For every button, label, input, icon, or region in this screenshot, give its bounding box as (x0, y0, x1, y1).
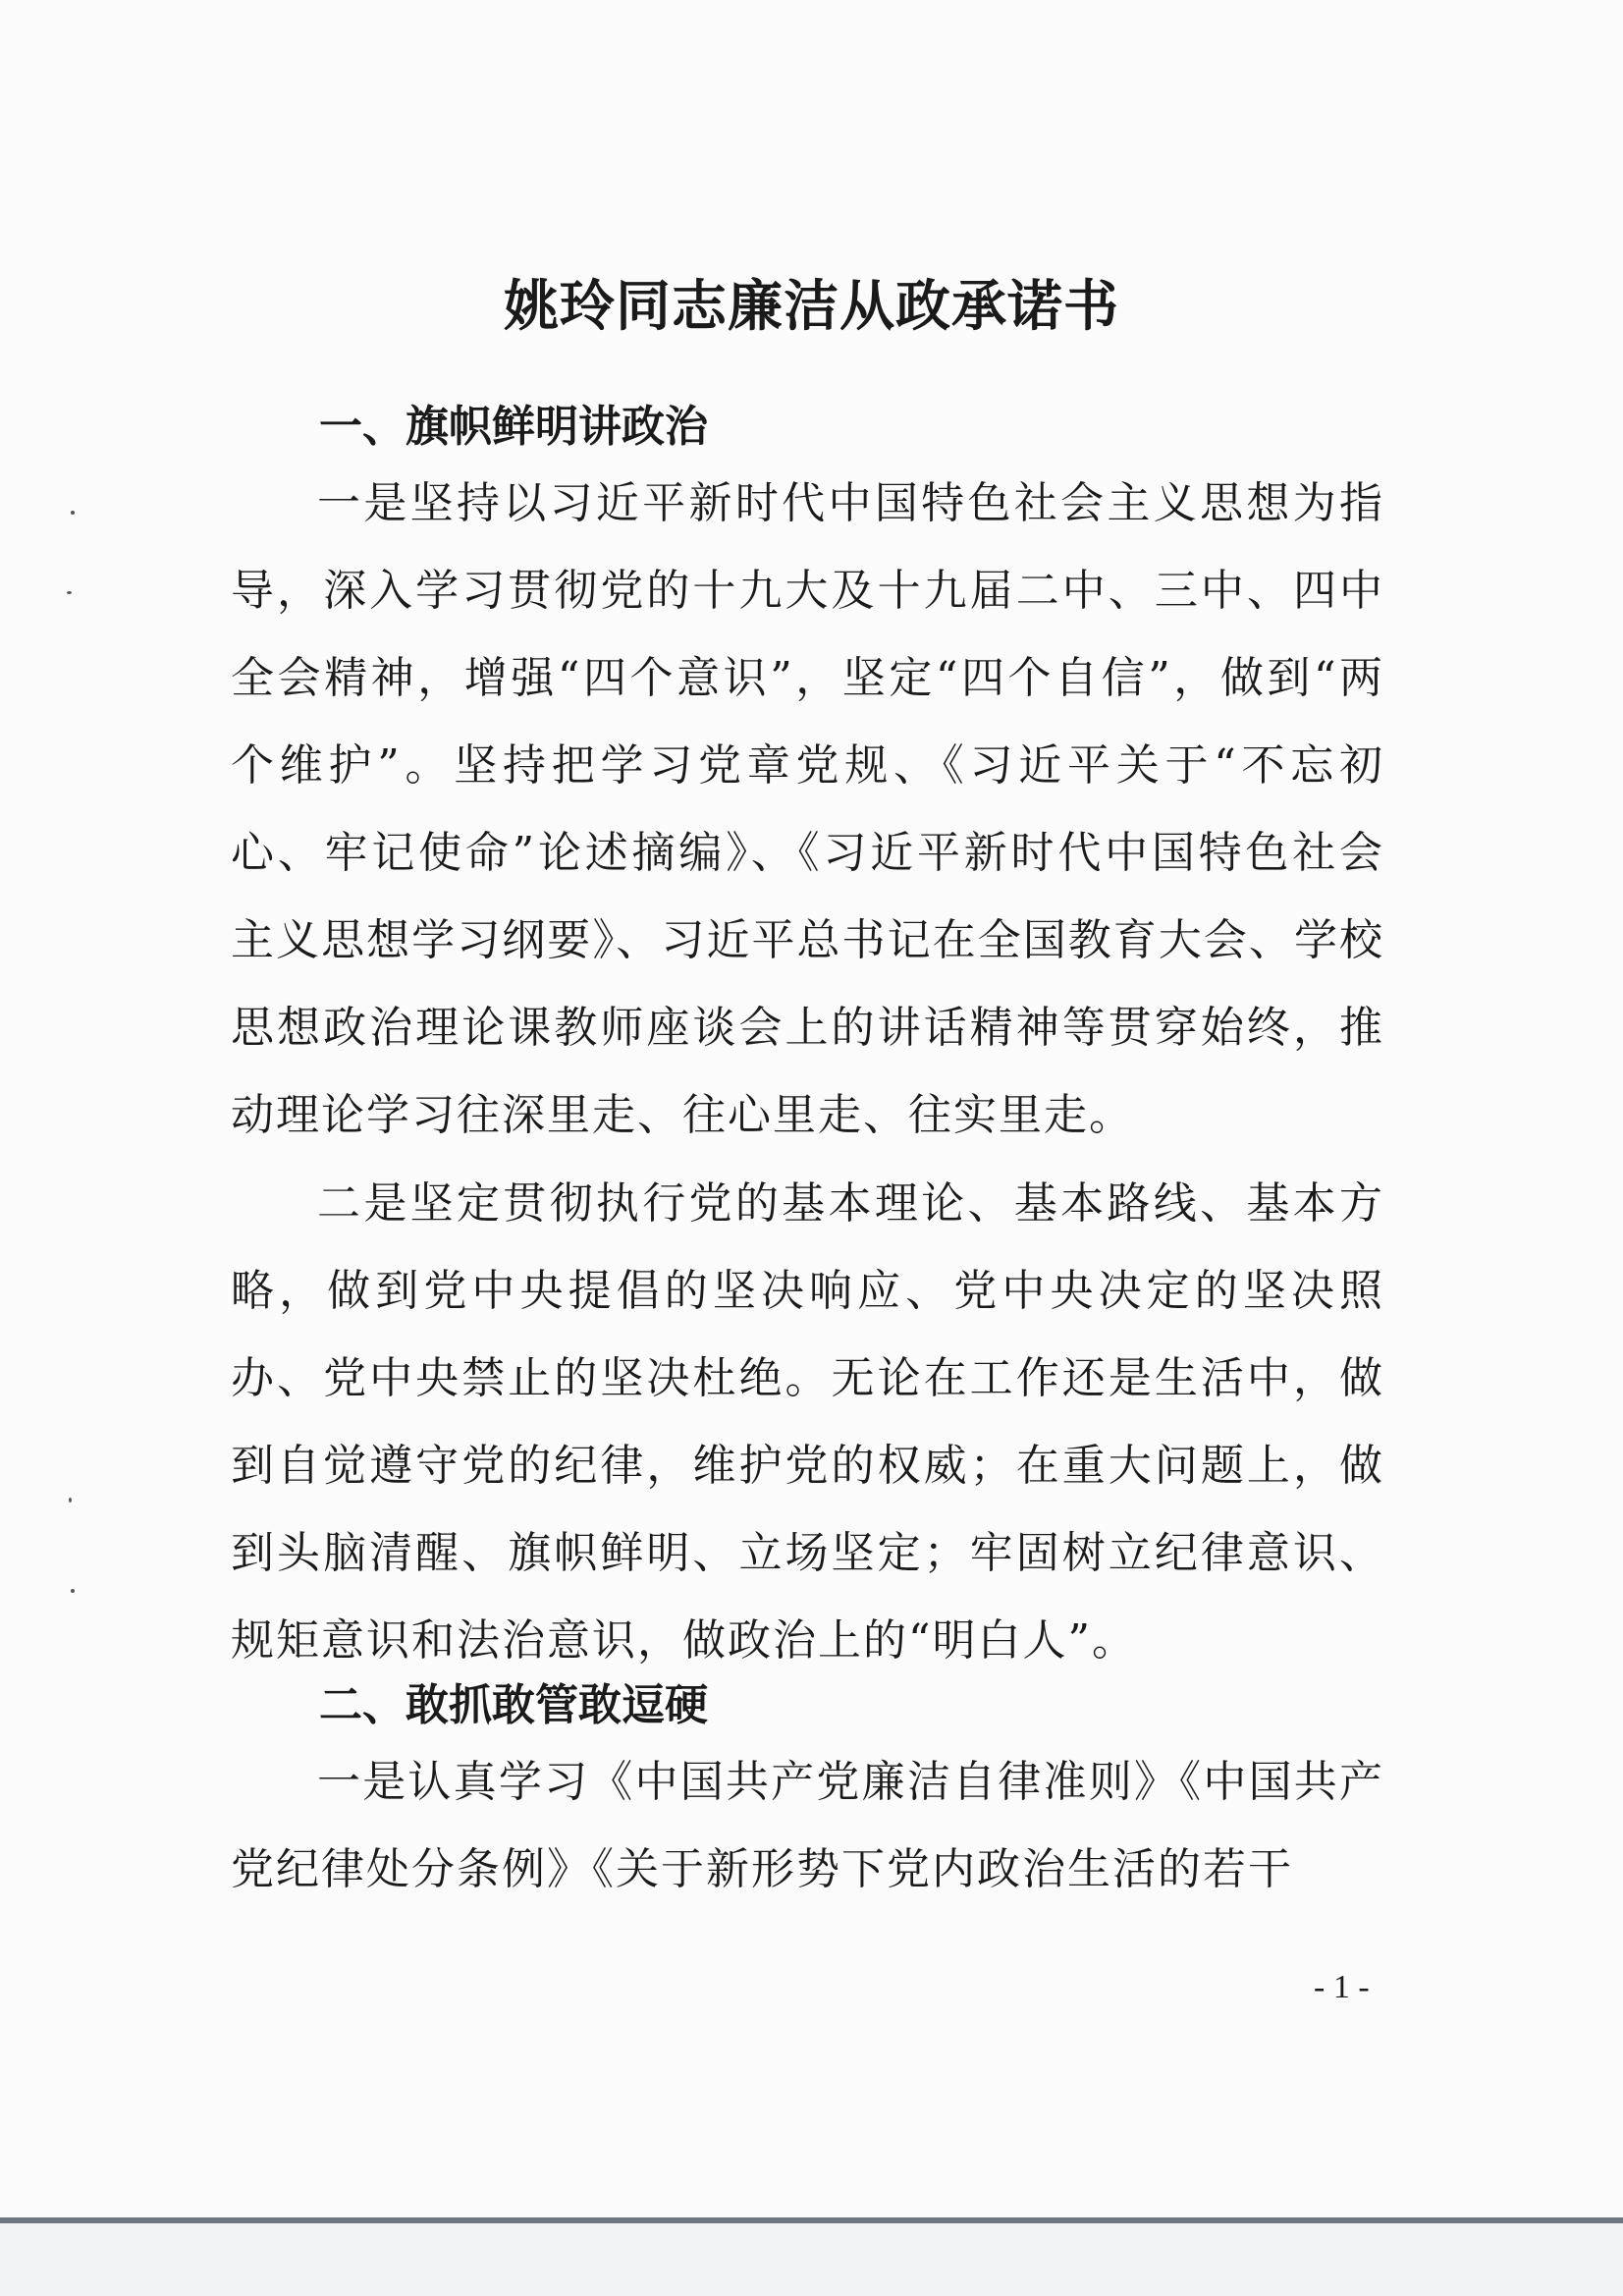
scan-speck (67, 591, 72, 594)
paragraph: 二是坚定贯彻执行党的基本理论、基本路线、基本方略，做到党中央提倡的坚决响应、党中央决定的坚决照办、党中央禁止的坚决杜绝。无论在工作还是生活中，做到自觉遵守党的纪律，维护党的权威；在重大问题上，做到头脑清醒、旗帜鲜明、立场坚定；牢固树立纪律意识、规矩意识和法治意识，做政治上的“明白人”。 (231, 1178, 1384, 1666)
scan-speck (71, 1589, 75, 1593)
scan-speck (71, 511, 75, 515)
paragraph: 一是坚持以习近平新时代中国特色社会主义思想为指导，深入学习贯彻党的十九大及十九届二中、三中、四中全会精神，增强“四个意识”，坚定“四个自信”，做到“两个维护”。坚持把学习党章党规、《习近平关于“不忘初心、牢记使命”论述摘编》、《习近平新时代中国特色社会主义思想学习纲要》、习近平总书记在全国教育大会、学校思想政治理论课教师座谈会上的讲话精神等贯穿始终，推动理论学习往深里走、往心里走、往实里走。 (231, 478, 1384, 1140)
scan-margin (0, 2223, 1623, 2296)
document-title: 姚玲同志廉洁从政承诺书 (504, 274, 1119, 339)
section-heading-1: 一、旗帜鲜明讲政治 (319, 402, 708, 452)
section-heading-2: 二、敢抓敢管敢逗硬 (319, 1680, 708, 1730)
paragraph: 一是认真学习《中国共产党廉洁自律准则》《中国共产党纪律处分条例》《关于新形势下党内政治生活的若干 (231, 1757, 1384, 1894)
page-number: - 1 - (1314, 1969, 1370, 2005)
scan-speck (69, 1498, 72, 1503)
